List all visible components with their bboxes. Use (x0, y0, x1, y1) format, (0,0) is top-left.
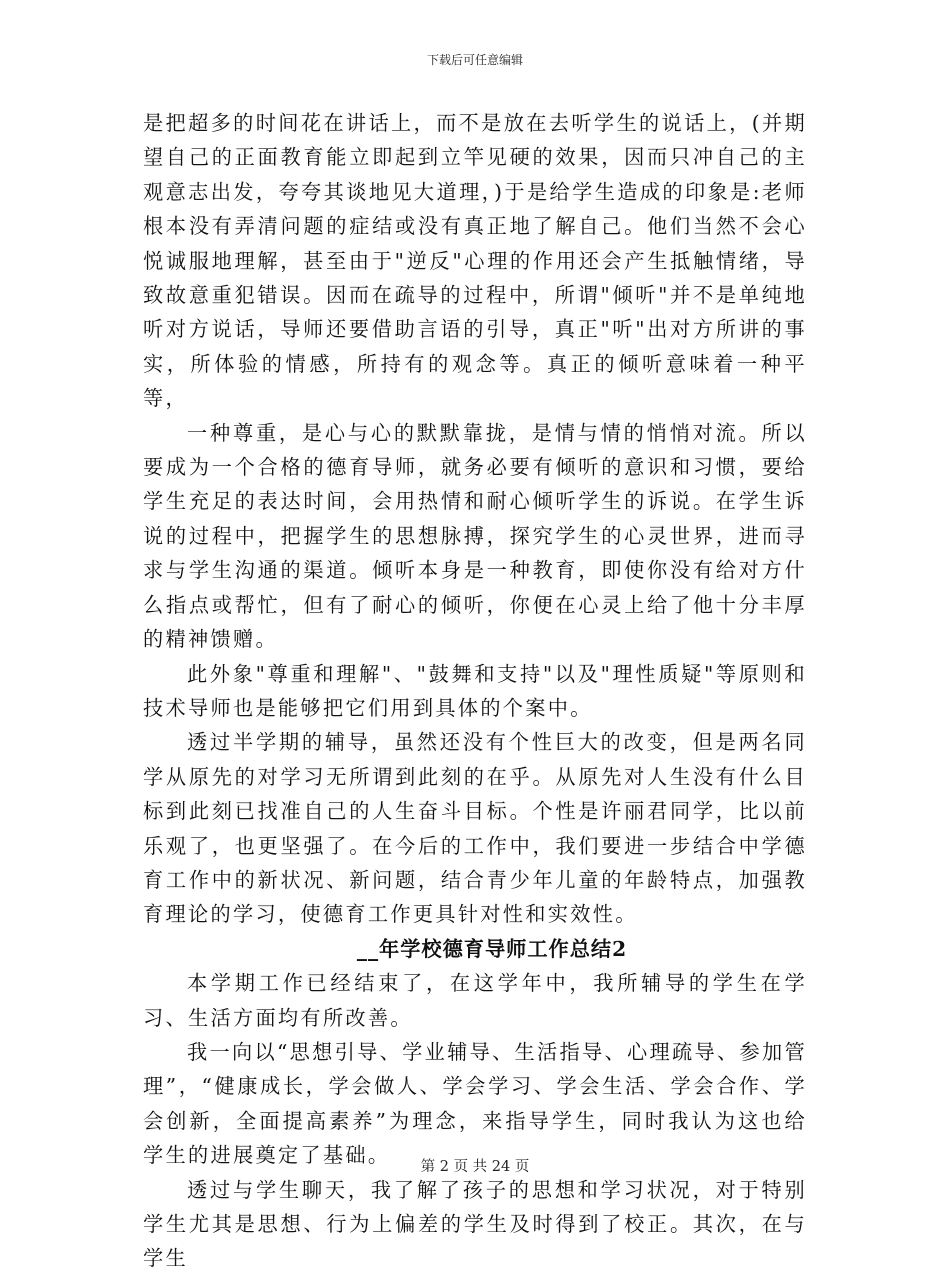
paragraph-continued: 是把超多的时间花在讲话上，而不是放在去听学生的说话上，(并期望自己的正面教育能立即起到立竿见硬的效果，因而只冲自己的主观意志出发，夸夸其谈地见大道理，)于是给学生造成的印象是:老师根本没有弄清问题的症结或没有真正地了解自己。他们当然不会心悦诚服地理解，甚至由于"逆反"心理的作用还会产生抵触情绪，导致故意重犯错误。因而在疏导的过程中，所谓"倾听"并不是单纯地听对方说话，导师还要借助言语的引导，真正"听"出对方所讲的事实，所体验的情感，所持有的观念等。真正的倾听意味着一种平等， (143, 111, 807, 411)
paragraph-chatting: 透过与学生聊天，我了解了孩子的思想和学习状况，对于特别学生尤其是思想、行为上偏差的学生及时得到了校正。其次，在与学生 (143, 1177, 807, 1271)
paragraph-semester-summary: 本学期工作已经结束了，在这学年中，我所辅导的学生在学习、生活方面均有所改善。 (143, 971, 807, 1030)
paragraph-principles: 此外象"尊重和理解"、"鼓舞和支持"以及"理性质疑"等原则和技术导师也是能够把它们用到具体的个案中。 (143, 661, 807, 720)
document-body (143, 106, 807, 1276)
paragraph-philosophy: 我一向以“思想引导、学业辅导、生活指导、心理疏导、参加管理”，“健康成长，学会做人、学会学习、学会生活、学会合作、学会创新，全面提高素养”为理念，来指导学生，同时我认为这也给学生的进展奠定了基础。 (143, 1039, 807, 1168)
page-footer: 第 2 页 共 24 页 (420, 1159, 530, 1175)
paragraph-results: 透过半学期的辅导，虽然还没有个性巨大的改变，但是两名同学从原先的对学习无所谓到此刻的在乎。从原先对人生没有什么目标到此刻已找准自己的人生奋斗目标。个性是许丽君同学，比以前乐观了，也更坚强了。在今后的工作中，我们要进一步结合中学德育工作中的新状况、新问题，结合青少年儿童的年龄特点，加强教育理论的学习，使德育工作更具针对性和实效性。 (143, 730, 807, 927)
paragraph-listening-respect: 一种尊重，是心与心的默默靠拢，是情与情的悄悄对流。所以要成为一个合格的德育导师，就务必要有倾听的意识和习惯，要给学生充足的表达时间，会用热情和耐心倾听学生的诉说。在学生诉说的过程中，把握学生的思想脉搏，探究学生的心灵世界，进而寻求与学生沟通的渠道。倾听本身是一种教育，即使你没有给对方什么指点或帮忙，但有了耐心的倾听，你便在心灵上给了他十分丰厚的精神馈赠。 (143, 420, 807, 652)
section-title: __年学校德育导师工作总结2 (356, 936, 628, 961)
page-header: 下载后可任意编辑 (426, 53, 523, 67)
